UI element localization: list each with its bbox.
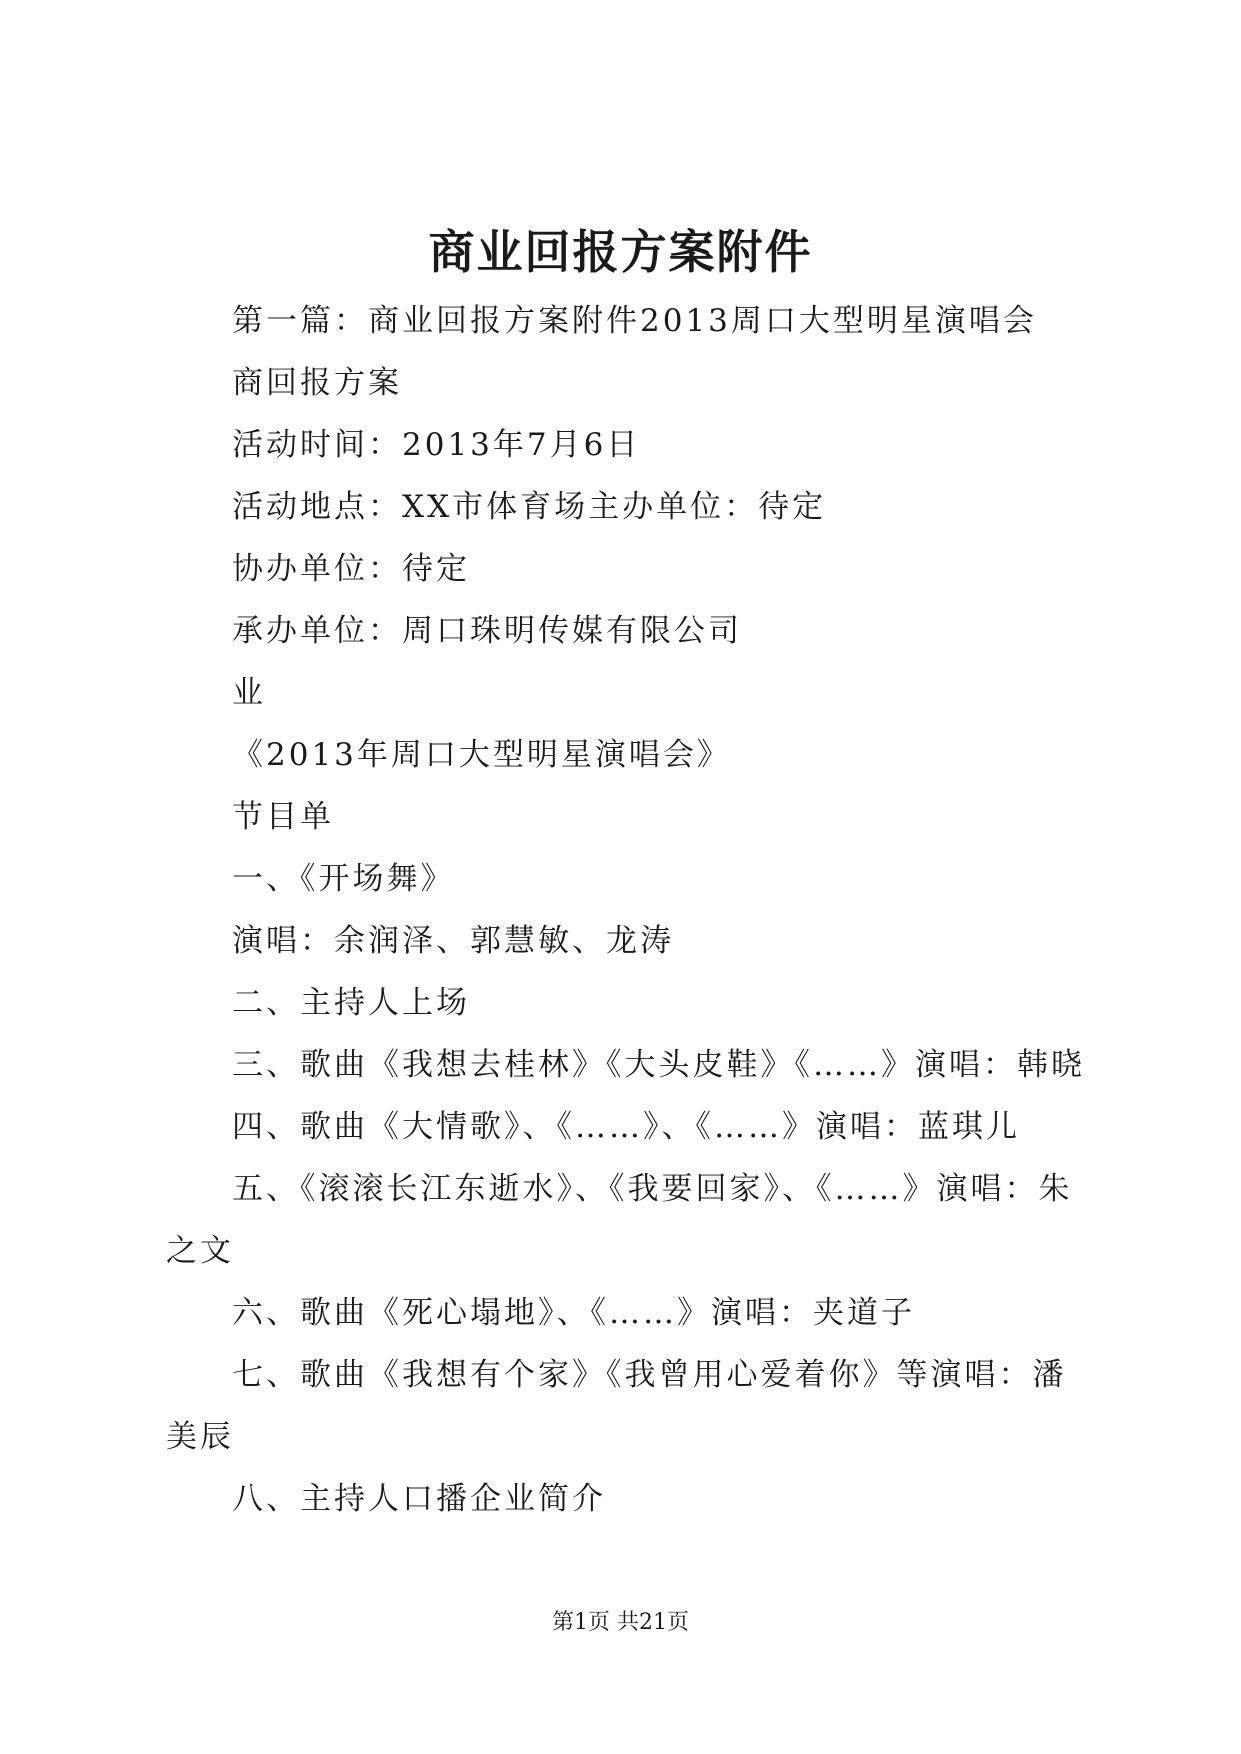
- document-body: [166, 290, 1086, 1530]
- paragraph: 《2013年周口大型明星演唱会》: [232, 737, 731, 773]
- paragraph: 协办单位：待定: [232, 551, 470, 587]
- paragraph: 四、歌曲《大情歌》、《……》、《……》演唱：蓝琪儿: [232, 1109, 1020, 1145]
- paragraph: 业: [232, 675, 266, 711]
- paragraph: 五、《滚滚长江东逝水》、《我要回家》、《……》演唱：朱之文: [166, 1171, 1073, 1269]
- paragraph: 第一篇：商业回报方案附件2013周口大型明星演唱会: [232, 303, 1037, 339]
- paragraph: 演唱：余润泽、郭慧敏、龙涛: [232, 923, 674, 959]
- page-footer: 第1页 共21页: [552, 1610, 689, 1635]
- paragraph: 商回报方案: [232, 365, 402, 401]
- paragraph: 承办单位：周口珠明传媒有限公司: [232, 613, 742, 649]
- paragraph: 二、主持人上场: [232, 985, 470, 1021]
- paragraph: 三、歌曲《我想去桂林》《大头皮鞋》《……》演唱：韩晓: [232, 1047, 1085, 1083]
- paragraph: 活动地点：XX市体育场主办单位：待定: [232, 489, 827, 525]
- paragraph: 一、《开场舞》: [232, 861, 455, 897]
- paragraph: 活动时间：2013年7月6日: [232, 427, 641, 463]
- paragraph: 六、歌曲《死心塌地》、《……》演唱：夹道子: [232, 1295, 915, 1331]
- paragraph: 八、主持人口播企业简介: [232, 1481, 606, 1517]
- document-title: 商业回报方案附件: [428, 225, 813, 279]
- paragraph: 七、歌曲《我想有个家》《我曾用心爱着你》等演唱：潘美辰: [166, 1357, 1067, 1455]
- paragraph: 节目单: [232, 799, 334, 835]
